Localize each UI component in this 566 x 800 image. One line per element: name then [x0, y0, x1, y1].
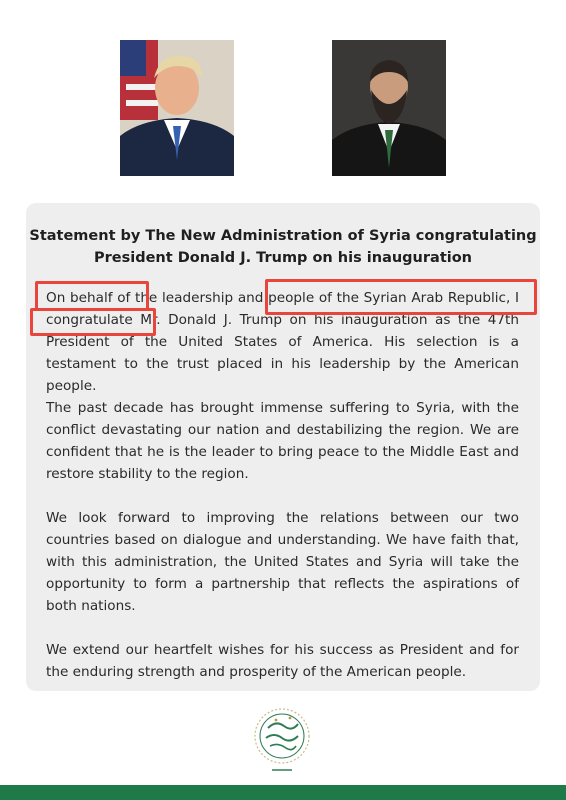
statement-title — [0, 225, 566, 269]
highlight-box-i-congratulate — [30, 308, 156, 336]
highlight-box-syrian-arab-republic — [265, 279, 537, 315]
paragraph-4: We extend our heartfelt wishes for his success as President and for the enduring strength and prosperity of the American people. — [46, 642, 519, 680]
title-line-1: Statement by The New Administration of Syria congratulating — [29, 228, 537, 244]
paragraph-2: The past decade has brought immense suffering to Syria, with the conflict devastating our nation and destabilizing the region. We are confident that he is the leader to bring peace to the Middle East and restore stability to the region. — [46, 400, 519, 482]
portrait-photo-left — [120, 40, 234, 176]
portrait-right-image — [332, 40, 446, 176]
bottom-green-bar — [0, 785, 566, 800]
portrait-photo-right — [332, 40, 446, 176]
title-line-2: President Donald J. Trump on his inauguration — [93, 250, 473, 266]
paragraph-1: On behalf of the leadership and people of the Syrian Arab Republic, I congratulate Mr. Donald J. Trump on his inauguration as the 47th President of the United States of America. His selection is a testament to the trust placed in his leadership by the American people. — [46, 290, 519, 394]
paragraph-3: We look forward to improving the relations between our two countries based on dialogue and understanding. We have faith that, with this administration, the United States and Syria will take the opportunity to form a partnership that reflects the aspirations of both nations. — [46, 510, 519, 614]
portrait-left-image — [120, 40, 234, 176]
highlight-box-on-behalf — [35, 281, 149, 311]
calligraphy-seal-logo-icon — [248, 702, 316, 778]
